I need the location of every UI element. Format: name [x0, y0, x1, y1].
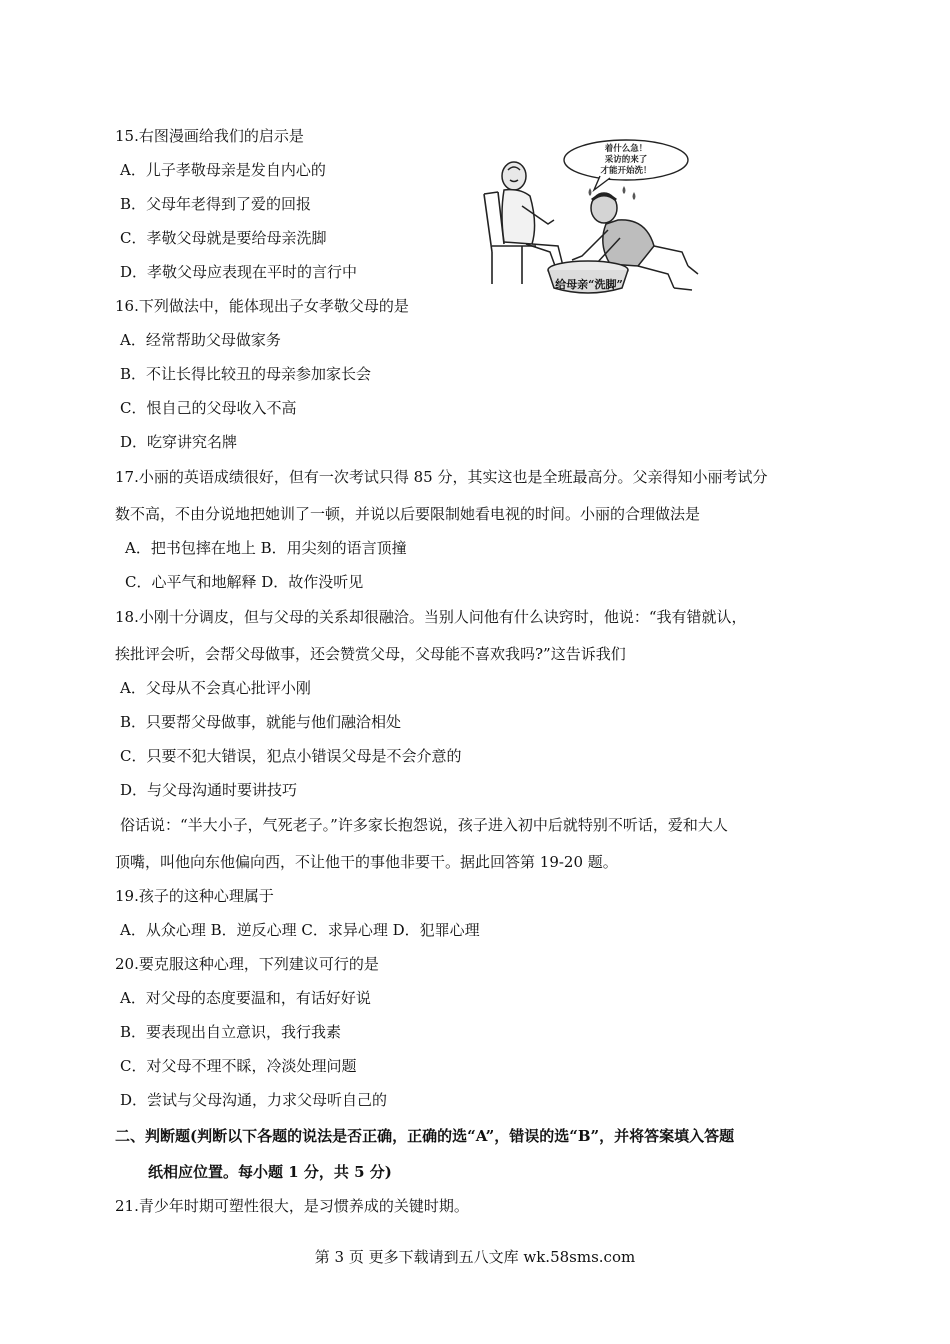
bubble-line-1: 着什么急！: [604, 144, 648, 154]
q15-option-b: B．父母年老得到了爱的回报: [120, 195, 312, 213]
q17-options-line-2: C．心平气和地解释 D．故作没听见: [125, 573, 364, 591]
q20-option-b: B．要表现出自立意识，我行我素: [120, 1023, 342, 1041]
q20-stem: 20.要克服这种心理，下列建议可行的是: [115, 955, 379, 973]
q18-option-a: A．父母从不会真心批评小刚: [120, 679, 311, 697]
q15-option-a: A．儿子孝敬母亲是发自内心的: [120, 161, 326, 179]
q16-stem: 16.下列做法中，能体现出子女孝敬父母的是: [115, 297, 409, 315]
q20-option-a: A．对父母的态度要温和，有话好好说: [120, 989, 371, 1007]
q18-option-b: B．只要帮父母做事，就能与他们融洽相处: [120, 713, 402, 731]
q20-option-d: D．尝试与父母沟通，力求父母听自己的: [120, 1091, 388, 1109]
q16-option-c: C．恨自己的父母收入不高: [120, 399, 297, 417]
q18-option-c: C．只要不犯大错误，犯点小错误父母是不会介意的: [120, 747, 462, 765]
section2-heading-line-2: 纸相应位置。每小题 1 分，共 5 分): [148, 1163, 392, 1181]
cartoon-caption: 给母亲“洗脚”: [555, 278, 623, 291]
mother-figure: [502, 162, 564, 274]
q16-option-b: B．不让长得比较丑的母亲参加家长会: [120, 365, 372, 383]
q19-options: A．从众心理 B．逆反心理 C．求异心理 D．犯罪心理: [120, 921, 480, 939]
passage-line-1: 俗话说：“半大小子，气死老子。”许多家长抱怨说，孩子进入初中后就特别不听话，爱和大人: [120, 816, 728, 834]
cartoon-illustration: [478, 134, 700, 296]
q18-option-d: D．与父母沟通时要讲技巧: [120, 781, 298, 799]
passage-line-2: 顶嘴，叫他向东他偏向西，不让他干的事他非要干。据此回答第 19-20 题。: [115, 853, 618, 871]
q16-option-d: D．吃穿讲究名牌: [120, 433, 238, 451]
q16-option-a: A．经常帮助父母做家务: [120, 331, 281, 349]
page-footer: 第 3 页 更多下载请到五八文库 wk.58sms.com: [314, 1248, 636, 1266]
q18-stem-line-2: 挨批评会听，会帮父母做事，还会赞赏父母，父母能不喜欢我吗?”这告诉我们: [115, 645, 626, 663]
section2-heading-line-1: 二、判断题(判断以下各题的说法是否正确，正确的选“A”，错误的选“B”，并将答案填入答题: [115, 1127, 735, 1145]
q17-stem-line-1: 17.小丽的英语成绩很好，但有一次考试只得 85 分，其实这也是全班最高分。父亲得知小丽考试分: [115, 468, 768, 486]
q17-options-line-1: A．把书包摔在地上 B．用尖刻的语言顶撞: [125, 539, 407, 557]
q18-stem-line-1: 18.小刚十分调皮，但与父母的关系却很融洽。当别人问他有什么诀窍时，他说：“我有错就认，: [115, 608, 747, 626]
q21-stem: 21.青少年时期可塑性很大，是习惯养成的关键时期。: [115, 1197, 469, 1215]
q20-option-c: C．对父母不理不睬，冷淡处理问题: [120, 1057, 357, 1075]
q17-stem-line-2: 数不高，不由分说地把她训了一顿，并说以后要限制她看电视的时间。小丽的合理做法是: [115, 505, 701, 523]
bubble-line-2: 采访的来了: [604, 155, 648, 165]
cartoon-drawing: [478, 134, 700, 296]
q19-stem: 19.孩子的这种心理属于: [115, 887, 274, 905]
q15-stem: 15.右图漫画给我们的启示是: [115, 127, 304, 145]
bubble-line-3: 才能开始洗！: [600, 166, 652, 176]
q15-option-c: C．孝敬父母就是要给母亲洗脚: [120, 229, 327, 247]
q15-option-d: D．孝敬父母应表现在平时的言行中: [120, 263, 358, 281]
